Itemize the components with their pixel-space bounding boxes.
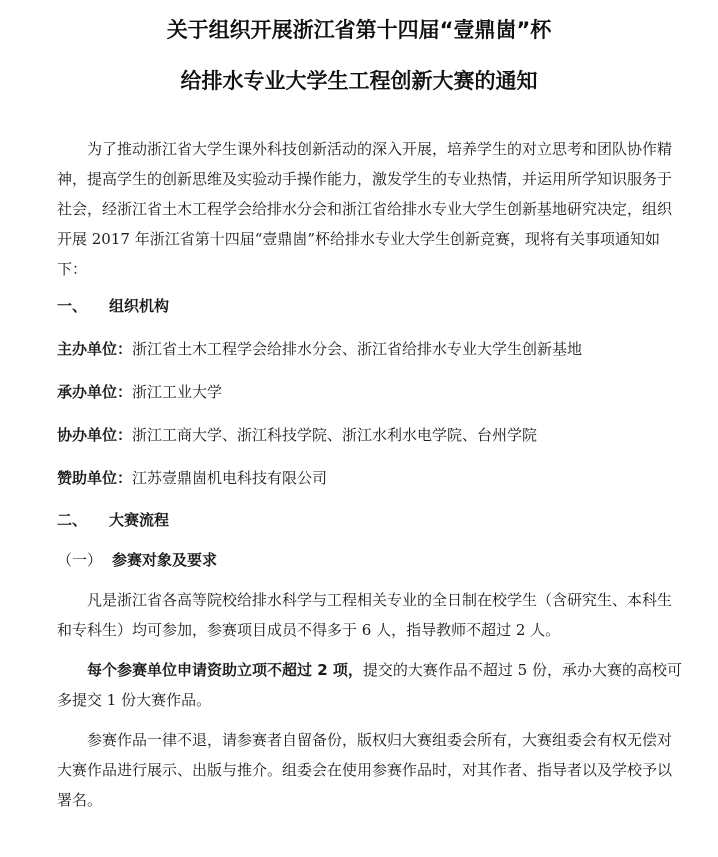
quota-paragraph: [57, 655, 684, 715]
copyright-paragraph: 参赛作品一律不退，请参赛者自留备份，版权归大赛组委会所有，大赛组委会有权无偿对大赛作品进行展示、出版与推介。组委会在使用参赛作品时，对其作者、指导者以及学校予以署名。: [57, 731, 673, 809]
section-heading-1: [57, 291, 684, 321]
section-1-number: 一、: [57, 297, 88, 315]
org-co-organizer-label: 协办单位：: [57, 426, 133, 444]
subsection-heading-1: [57, 545, 684, 575]
section-heading-2: [57, 505, 684, 535]
section-1-title: 组织机构: [109, 297, 170, 315]
subsection-1-number: （一）: [57, 551, 103, 569]
subsection-1-title: 参赛对象及要求: [112, 551, 218, 569]
title-line-1: 关于组织开展浙江省第十四届“壹鼎崮”杯: [166, 18, 552, 42]
org-row-co-organizer: [57, 420, 684, 450]
section-2-title: 大赛流程: [109, 511, 170, 529]
org-row-sponsor: [57, 463, 684, 493]
org-row-organizer: [57, 377, 684, 407]
org-sponsor-value: 江苏壹鼎崮机电科技有限公司: [132, 469, 328, 487]
org-sponsor-label: 赞助单位：: [57, 469, 133, 487]
org-host-label: 主办单位：: [57, 340, 133, 358]
org-row-host: [57, 334, 684, 364]
intro-paragraph: 为了推动浙江省大学生课外科技创新活动的深入开展，培养学生的对立思考和团队协作精神，提高学生的创新思维及实验动手操作能力，激发学生的专业热情，并运用所学知识服务于社会，经浙江省土木工程学会给排水分会和浙江省给排水专业大学生创新基地研究决定，组织开展 2017 年浙江省第十四届“壹鼎崮”杯给排水专业大学生创新竞赛，现将有关事项通知如下：: [57, 140, 673, 278]
org-host-value: 浙江省土木工程学会给排水分会、浙江省给排水专业大学生创新基地: [132, 340, 583, 358]
quota-bold-text: 每个参赛单位申请资助立项不超过 2 项，: [87, 661, 363, 679]
title-line-2: 给排水专业大学生工程创新大赛的通知: [180, 69, 538, 93]
section-2-number: 二、: [57, 511, 88, 529]
notice-body: [57, 134, 684, 815]
eligibility-paragraph: 凡是浙江省各高等院校给排水科学与工程相关专业的全日制在校学生（含研究生、本科生和专科生）均可参加，参赛项目成员不得多于 6 人，指导教师不超过 2 人。: [57, 591, 673, 639]
org-organizer-label: 承办单位：: [57, 383, 133, 401]
quota-rest-text: 提交的大赛作品不超过 5 份，承办大赛的高校可多提交 1 份大赛作品。: [57, 661, 682, 709]
org-organizer-value: 浙江工业大学: [132, 383, 223, 401]
org-co-organizer-value: 浙江工商大学、浙江科技学院、浙江水利水电学院、台州学院: [132, 426, 538, 444]
